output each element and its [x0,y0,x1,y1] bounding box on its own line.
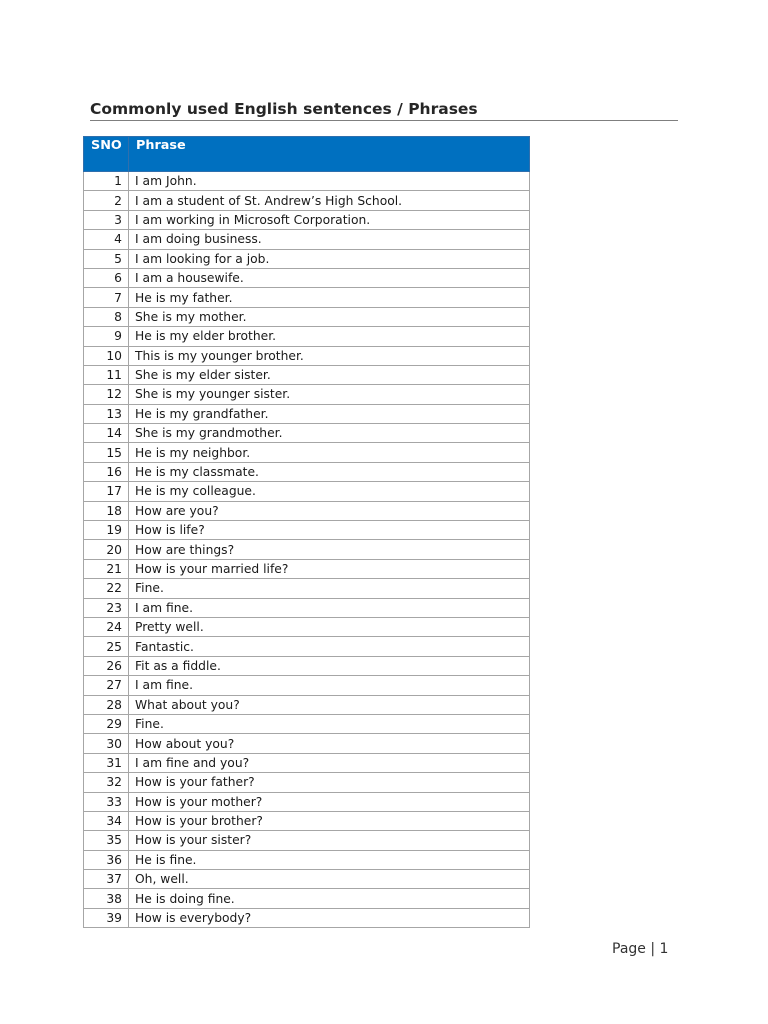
table-row [84,482,530,501]
row-phrase: I am fine and you? [129,753,530,772]
row-phrase: I am fine. [129,598,530,617]
row-phrase: He is my father. [129,288,530,307]
table-row [84,307,530,326]
table-row [84,249,530,268]
row-phrase: How is your married life? [129,559,530,578]
row-phrase: She is my grandmother. [129,424,530,443]
table-row [84,443,530,462]
table-row [84,385,530,404]
row-number: 21 [84,559,129,578]
row-number: 29 [84,714,129,733]
row-number: 1 [84,172,129,191]
row-phrase: I am looking for a job. [129,249,530,268]
table-row [84,773,530,792]
row-number: 35 [84,831,129,850]
table-row [84,792,530,811]
table-row [84,753,530,772]
table-header-row [84,137,530,172]
row-number: 11 [84,365,129,384]
table-row [84,617,530,636]
row-phrase: How is your mother? [129,792,530,811]
row-phrase: He is my neighbor. [129,443,530,462]
row-number: 6 [84,268,129,287]
row-phrase: How is everybody? [129,908,530,927]
table-row [84,579,530,598]
row-phrase: Fit as a fiddle. [129,656,530,675]
row-number: 33 [84,792,129,811]
table-row [84,811,530,830]
row-number: 37 [84,870,129,889]
table-row [84,501,530,520]
table-row [84,327,530,346]
row-number: 22 [84,579,129,598]
row-phrase: How are you? [129,501,530,520]
row-phrase: I am John. [129,172,530,191]
table-body [84,172,530,928]
row-number: 27 [84,676,129,695]
row-number: 13 [84,404,129,423]
row-phrase: Fine. [129,579,530,598]
row-number: 20 [84,540,129,559]
row-phrase: He is doing fine. [129,889,530,908]
row-phrase: I am working in Microsoft Corporation. [129,210,530,229]
row-number: 39 [84,908,129,927]
table-row [84,191,530,210]
table-row [84,908,530,927]
row-phrase: She is my elder sister. [129,365,530,384]
row-number: 25 [84,637,129,656]
row-phrase: Oh, well. [129,870,530,889]
row-number: 17 [84,482,129,501]
table-row [84,424,530,443]
document-title: Commonly used English sentences / Phrases [90,99,678,121]
table-row [84,346,530,365]
phrases-table [83,136,530,928]
table-row [84,598,530,617]
row-phrase: She is my mother. [129,307,530,326]
row-phrase: How is your brother? [129,811,530,830]
row-number: 24 [84,617,129,636]
row-phrase: I am fine. [129,676,530,695]
row-phrase: Pretty well. [129,617,530,636]
row-phrase: He is my classmate. [129,462,530,481]
row-number: 23 [84,598,129,617]
row-number: 5 [84,249,129,268]
table-row [84,831,530,850]
table-row [84,695,530,714]
row-phrase: I am a student of St. Andrew’s High School. [129,191,530,210]
row-number: 18 [84,501,129,520]
row-number: 38 [84,889,129,908]
row-phrase: Fine. [129,714,530,733]
row-number: 26 [84,656,129,675]
column-header-sno: SNO [84,137,129,172]
row-phrase: What about you? [129,695,530,714]
table-row [84,404,530,423]
row-phrase: Fantastic. [129,637,530,656]
row-number: 12 [84,385,129,404]
row-phrase: How are things? [129,540,530,559]
row-phrase: How about you? [129,734,530,753]
row-phrase: This is my younger brother. [129,346,530,365]
column-header-phrase: Phrase [129,137,530,172]
row-phrase: How is life? [129,521,530,540]
row-number: 14 [84,424,129,443]
table-row [84,850,530,869]
row-number: 19 [84,521,129,540]
row-number: 3 [84,210,129,229]
table-row [84,656,530,675]
table-row [84,288,530,307]
row-number: 2 [84,191,129,210]
table-row [84,734,530,753]
row-phrase: He is my elder brother. [129,327,530,346]
row-number: 34 [84,811,129,830]
row-number: 16 [84,462,129,481]
table-row [84,714,530,733]
row-number: 4 [84,230,129,249]
row-phrase: I am a housewife. [129,268,530,287]
row-phrase: How is your father? [129,773,530,792]
table-row [84,230,530,249]
row-number: 28 [84,695,129,714]
row-number: 36 [84,850,129,869]
row-number: 8 [84,307,129,326]
row-number: 10 [84,346,129,365]
table-row [84,889,530,908]
table-row [84,521,530,540]
row-phrase: How is your sister? [129,831,530,850]
table-row [84,462,530,481]
row-phrase: He is my colleague. [129,482,530,501]
table-row [84,365,530,384]
row-phrase: He is my grandfather. [129,404,530,423]
page-number-footer: Page | 1 [612,941,669,957]
row-phrase: She is my younger sister. [129,385,530,404]
table-row [84,637,530,656]
table-row [84,172,530,191]
row-number: 15 [84,443,129,462]
row-phrase: He is fine. [129,850,530,869]
row-number: 9 [84,327,129,346]
table-row [84,210,530,229]
table-row [84,559,530,578]
row-phrase: I am doing business. [129,230,530,249]
table-row [84,870,530,889]
row-number: 31 [84,753,129,772]
table-row [84,676,530,695]
row-number: 32 [84,773,129,792]
table-row [84,268,530,287]
row-number: 7 [84,288,129,307]
table-row [84,540,530,559]
row-number: 30 [84,734,129,753]
